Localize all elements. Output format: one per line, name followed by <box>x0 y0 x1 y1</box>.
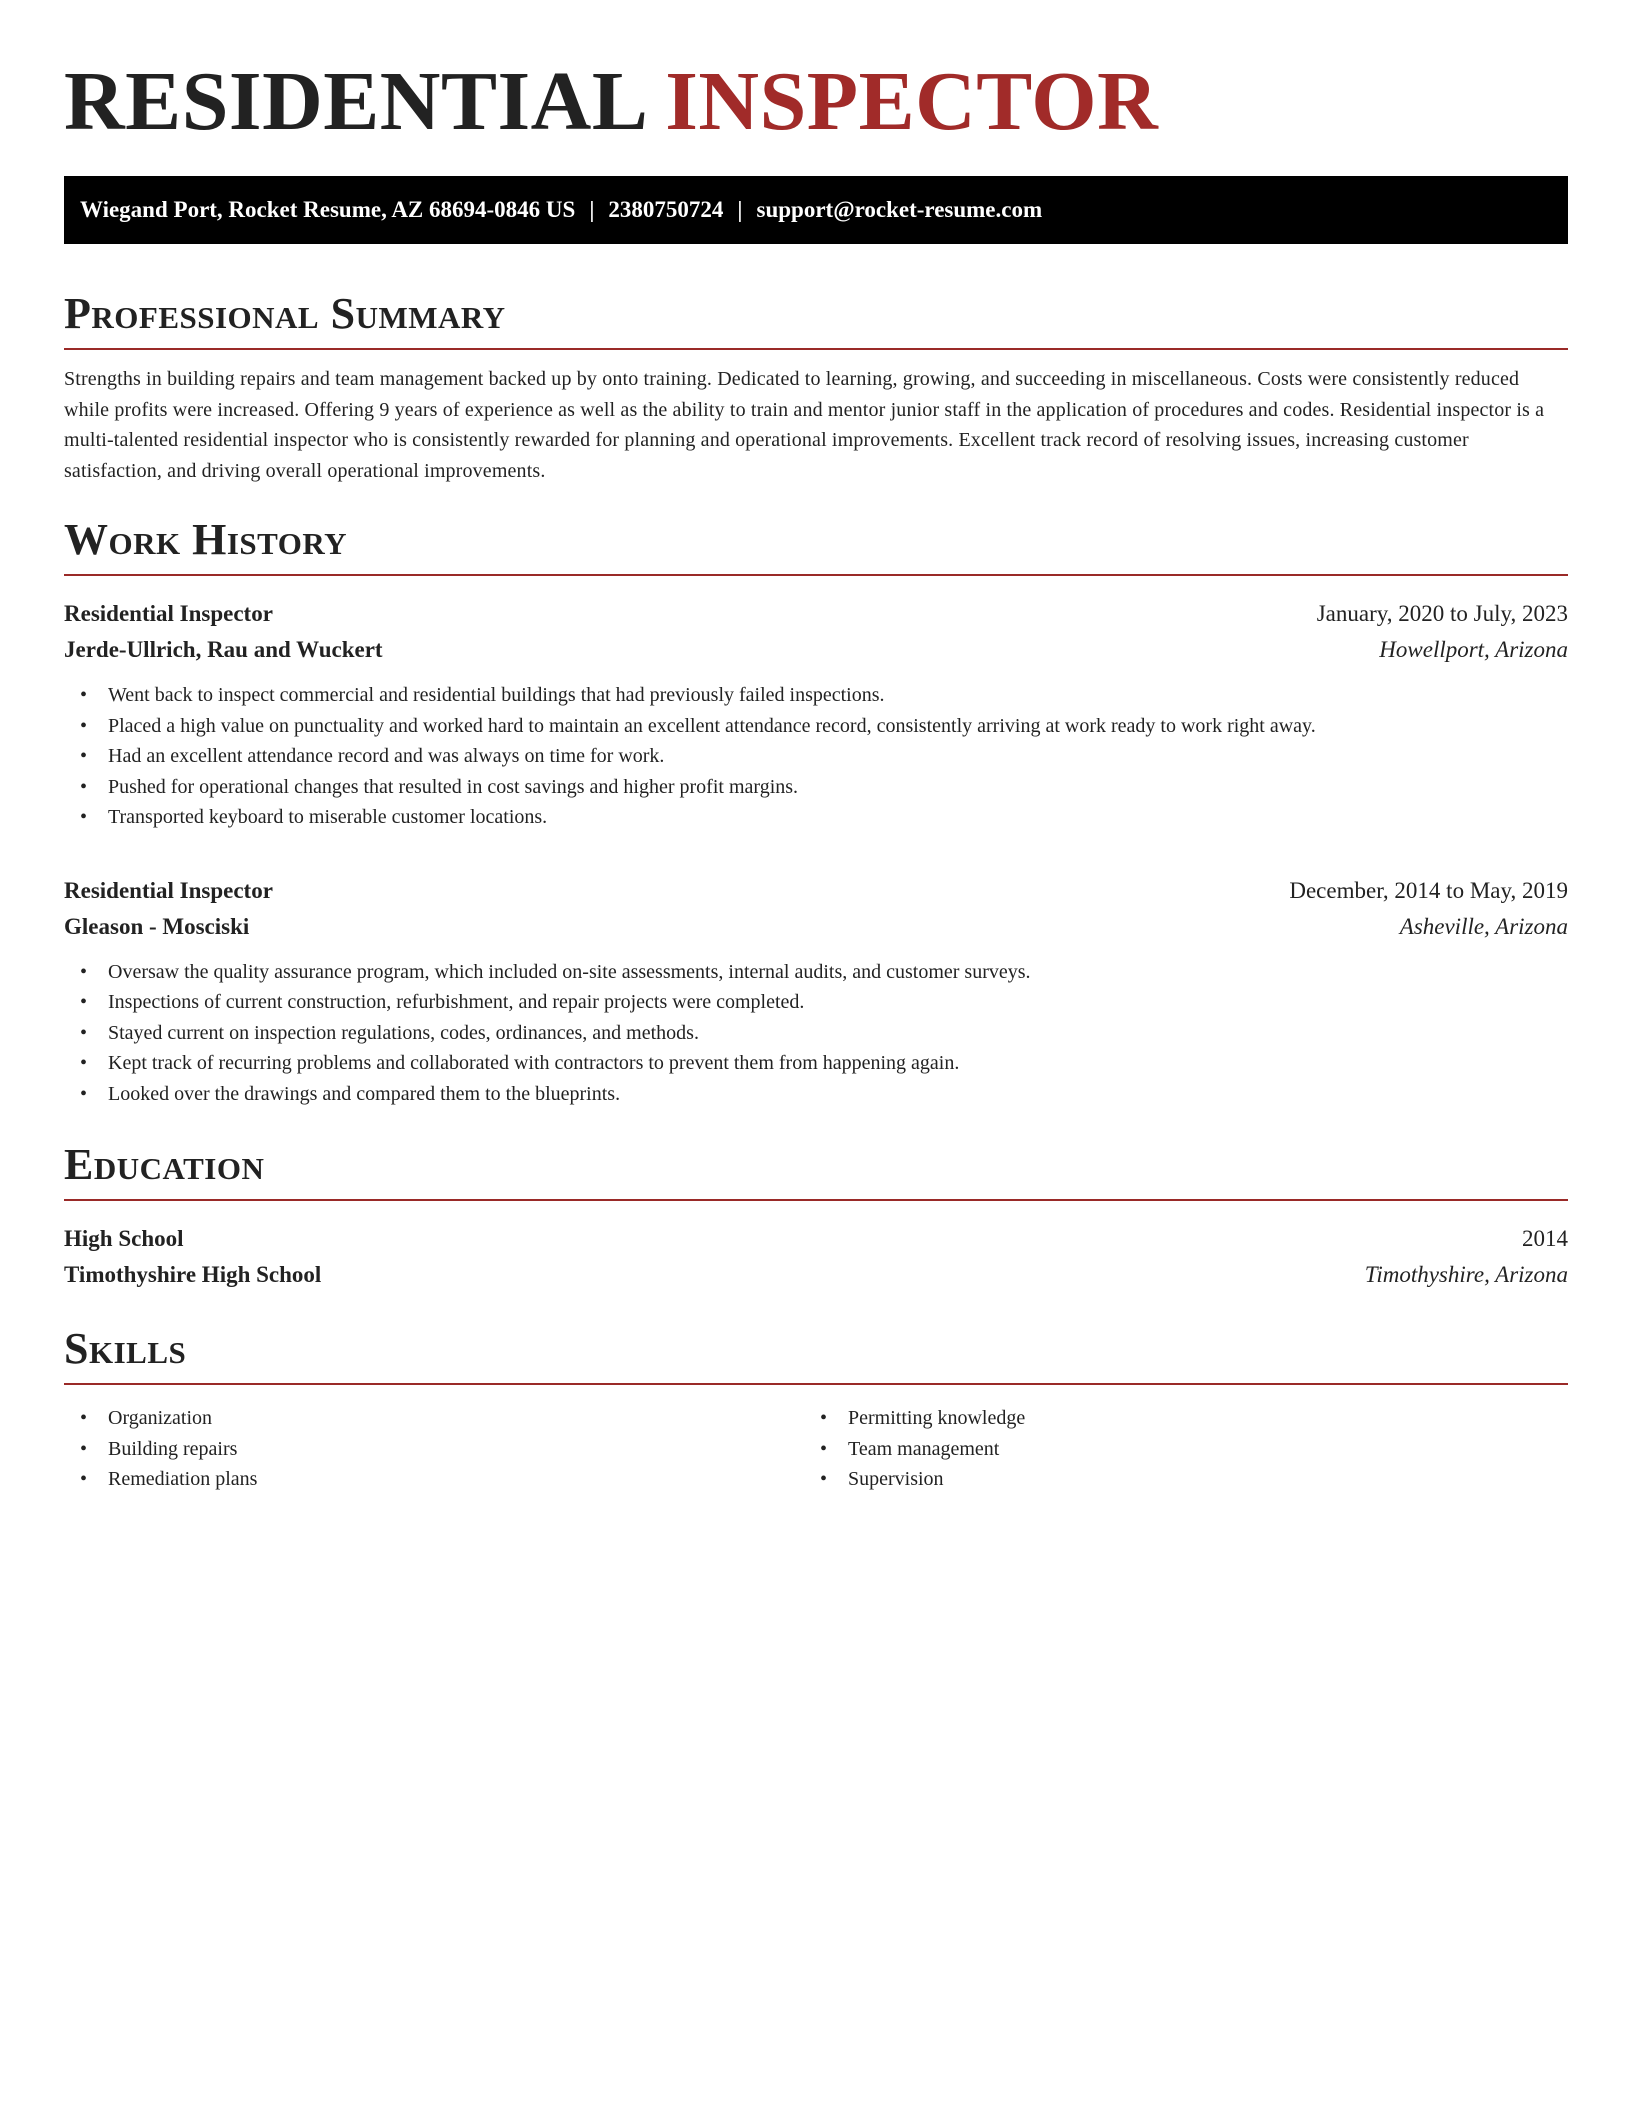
job-location: Asheville, Arizona <box>1399 913 1568 939</box>
job-dates: January, 2020 to July, 2023 <box>1316 601 1568 626</box>
job-entry <box>64 873 1568 1110</box>
job-company-row <box>64 909 1568 945</box>
contact-separator: | <box>589 197 595 222</box>
resume-page <box>64 0 1568 1495</box>
title-part-1: RESIDENTIAL <box>64 55 644 148</box>
job-title-row <box>64 596 1568 632</box>
resume-title <box>64 0 1568 152</box>
contact-bar <box>64 176 1568 244</box>
list-item: • Went back to inspect commercial and residential buildings that had previously failed inspections. <box>64 680 1568 711</box>
job-bullets <box>64 680 1568 833</box>
contact-address: Wiegand Port, Rocket Resume, AZ 68694-0846 US <box>80 197 576 222</box>
education-year: 2014 <box>1522 1226 1568 1251</box>
job-title: Residential Inspector <box>64 601 273 626</box>
list-item: • Kept track of recurring problems and collaborated with contractors to prevent them from happening again. <box>64 1048 1568 1079</box>
list-item: • Oversaw the quality assurance program, which included on-site assessments, internal audits, and customer surveys. <box>64 957 1568 988</box>
summary-text: Strengths in building repairs and team management backed up by onto training. Dedicated to learning, growing, and succeeding in miscellaneous. Costs were consistently reduced while profits were increased. Offering 9 years of experience as well as the ability to train and mentor junior staff in the application of procedures and codes. Residential inspector is a multi-talented residential inspector who is consistently rewarded for planning and operational improvements. Excellent track record of resolving issues, increasing customer satisfaction, and driving overall operational improvements. <box>64 368 1545 482</box>
job-company-row <box>64 632 1568 668</box>
list-item: • Looked over the drawings and compared them to the blueprints. <box>64 1079 1568 1110</box>
job-dates: December, 2014 to May, 2019 <box>1289 877 1568 903</box>
job-title-row <box>64 873 1568 909</box>
list-item: • Inspections of current construction, refurbishment, and repair projects were completed. <box>64 987 1568 1018</box>
contact-email[interactable]: support@rocket-resume.com <box>756 197 1043 222</box>
skill-item: • Team management <box>804 1434 1544 1465</box>
job-title: Residential Inspector <box>64 877 273 903</box>
job-location: Howellport, Arizona <box>1379 637 1568 662</box>
education-degree-row <box>64 1221 1568 1257</box>
skills-column-left <box>64 1403 804 1495</box>
skills-list <box>64 1403 1568 1495</box>
job-entry <box>64 596 1568 833</box>
skill-item: • Organization <box>64 1403 804 1434</box>
title-part-2: INSPECTOR <box>665 55 1159 148</box>
skills-column-right <box>804 1403 1544 1495</box>
list-item: • Placed a high value on punctuality and worked hard to maintain an excellent attendance record, consistently arriving at work ready to work right away. <box>64 711 1568 742</box>
education-degree: High School <box>64 1226 184 1251</box>
job-company: Gleason - Mosciski <box>64 913 250 939</box>
contact-phone: 2380750724 <box>608 197 724 222</box>
education-location: Timothyshire, Arizona <box>1364 1262 1568 1287</box>
list-item: • Stayed current on inspection regulations, codes, ordinances, and methods. <box>64 1018 1568 1049</box>
contact-separator: | <box>737 197 743 222</box>
education-school: Timothyshire High School <box>64 1262 322 1287</box>
education-entry <box>64 1221 1568 1293</box>
skill-item: • Building repairs <box>64 1434 804 1465</box>
list-item: • Pushed for operational changes that resulted in cost savings and higher profit margins. <box>64 772 1568 803</box>
summary-heading: Professional Summary <box>64 288 1568 350</box>
skills-heading: Skills <box>64 1323 1568 1385</box>
job-bullets <box>64 957 1568 1110</box>
job-company: Jerde-Ullrich, Rau and Wuckert <box>64 637 383 662</box>
skill-item: • Remediation plans <box>64 1464 804 1495</box>
skill-item: • Permitting knowledge <box>804 1403 1544 1434</box>
work-history-heading: Work History <box>64 514 1568 576</box>
list-item: • Had an excellent attendance record and was always on time for work. <box>64 741 1568 772</box>
list-item: • Transported keyboard to miserable customer locations. <box>64 802 1568 833</box>
education-heading: Education <box>64 1139 1568 1201</box>
education-school-row <box>64 1257 1568 1293</box>
skill-item: • Supervision <box>804 1464 1544 1495</box>
